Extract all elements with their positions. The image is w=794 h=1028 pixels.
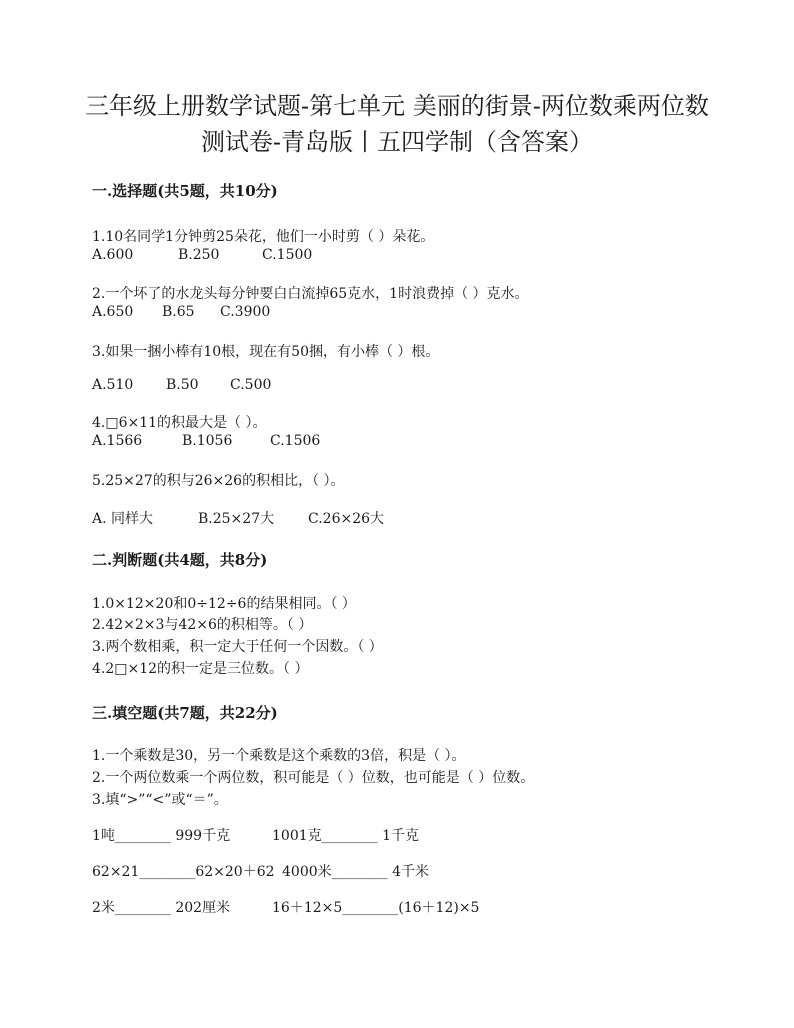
compare-item: 16＋12×5________(16＋12)×5 [272,900,480,916]
compare-row-1 [92,825,419,845]
s1-q2-options [92,304,270,320]
section-1-title: 一.选择题(共5题，共10分) [92,182,278,200]
s1-q1-stem: 1.10名同学1分钟剪25朵花，他们一小时剪（ ）朵花。 [92,229,435,245]
compare-item: 1001克________ 1千克 [272,828,419,844]
s1-q5-options [92,508,384,528]
s1-q4-options [92,433,320,449]
s1-q2-stem: 2.一个坏了的水龙头每分钟要白白流掉65克水，1时浪费掉（ ）克水。 [92,286,529,302]
s2-q4: 4.2□×12的积一定是三位数。（ ） [92,661,309,677]
compare-item: 4000米________ 4千米 [282,864,429,880]
s3-q1: 1.一个乘数是30，另一个乘数是这个乘数的3倍，积是（ ）。 [92,748,466,764]
option-a: A.650 [92,304,134,320]
s1-q3-options [92,377,271,393]
option-b: B.1056 [182,433,233,449]
option-c: C.26×26大 [308,511,385,527]
s3-q3: 3.填“>”“<”或“＝”。 [92,792,228,808]
s1-q4-stem: 4.□6×11的积最大是（ ）。 [92,415,267,431]
s2-q1: 1.0×12×20和0÷12÷6的结果相同。（ ） [92,596,356,612]
page-title [60,88,734,160]
compare-row-3 [92,897,479,917]
option-c: C.1506 [270,433,321,449]
option-b: B.25×27大 [198,511,275,527]
section-2-title: 二.判断题(共4题，共8分) [92,551,268,569]
option-b: B.50 [166,377,199,393]
option-c: C.1500 [262,247,313,263]
option-a: A.510 [92,377,134,393]
option-c: C.3900 [220,304,271,320]
option-b: B.65 [162,304,195,320]
s2-q3: 3.两个数相乘，积一定大于任何一个因数。（ ） [92,639,383,655]
option-a: A.600 [92,247,134,263]
s1-q3-stem: 3.如果一捆小棒有10根，现在有50捆，有小棒（ ）根。 [92,344,440,360]
title-line-1: 三年级上册数学试题-第七单元 美丽的街景-两位数乘两位数 [85,92,709,120]
option-a: A.1566 [92,433,143,449]
section-3-title: 三.填空题(共7题，共22分) [92,704,278,722]
compare-row-2 [92,861,429,881]
compare-item: 2米________ 202厘米 [92,900,231,916]
s2-q2: 2.42×2×3与42×6的积相等。（ ） [92,617,313,633]
compare-item: 1吨________ 999千克 [92,828,231,844]
s1-q5-stem: 5.25×27的积与26×26的积相比，（ ）。 [92,473,345,489]
s3-q2: 2.一个两位数乘一个两位数，积可能是（ ）位数，也可能是（ ）位数。 [92,770,535,786]
option-a: A. 同样大 [92,511,154,527]
option-c: C.500 [230,377,272,393]
title-line-2: 测试卷-青岛版丨五四学制（含答案） [200,128,594,156]
compare-item: 62×21________62×20＋62 [92,864,275,880]
s1-q1-options [92,247,312,263]
option-b: B.250 [178,247,220,263]
